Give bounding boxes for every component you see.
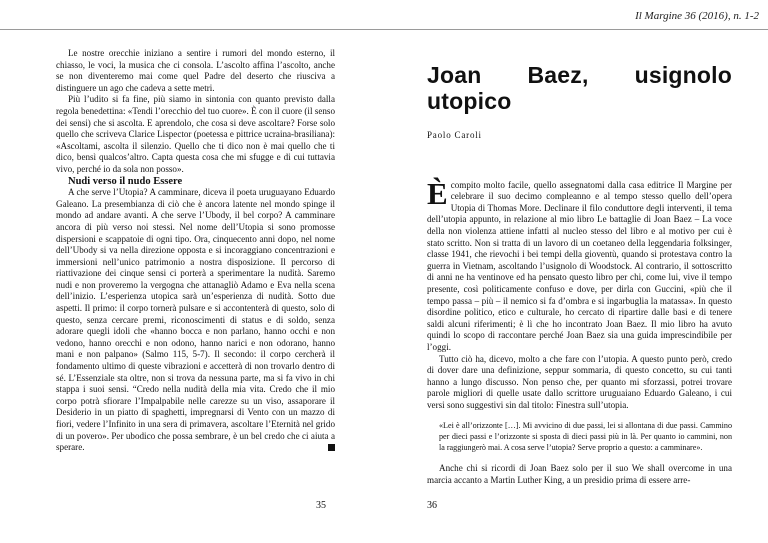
end-of-article-mark <box>328 444 335 451</box>
section-title: Nudi verso il nudo Essere <box>68 175 183 187</box>
author-name: Paolo Caroli <box>427 130 482 140</box>
right-paragraph-2: Tutto ciò ha, dicevo, molto a che fare con l’utopia. A questo punto però, credo di dover dare una definizione, seppur sommaria, di questo concetto, su cui tanti hanno a lungo discusso. Non penso che, per quanto mi sforzassi, potrei trovare parole migliori di quelle usate dallo scrittore uruguaiano Eduardo Galeano, i cui versi sono suggestivi sin dal titolo: Finestra sull’utopia. <box>427 353 732 410</box>
article-author <box>427 130 732 142</box>
paragraph-1-text: compito molto facile, quello assegnatomi dalla casa editrice Il Margine per celebrare il suo decimo compleanno e al tempo stesso quello dell’opera Utopia di Thomas More. Declinare il filo conduttore degli interventi, il tema dell’utopia appunto, in relazione al mio libro Le battaglie di Joan Baez – La voce della non violenza attiene infatti al nucleo stesso del libro e al motivo per cui è stato scritto. Non si tratta di un lavoro di un coetaneo della leggendaria folksinger, classe 1941, che rievochi i bei tempi della gioventù, quando si protestava contro la guerra in Vietnam, ascoltando l’usignolo di Woodstock. Al contrario, il sottoscritto di anni ne ha ventinove ed ha pensato questo libro per chi, come lui, vive il tempo presente, così politicamente confuso e dove, per dirla con Guccini, «più che il tempo passa – più – il nemico si fa d’ombra e si ingarbuglia la matassa». In questo disordine politico, etico e culturale, ho cercato di ripartire dalle basi e di tenere saldi alcuni riferimenti; è lì che ho incontrato Joan Baez. Il mio libro ha avuto quindi lo scopo di raccontare perché Joan Baez sia una guida imprescindibile per l’oggi. <box>427 179 732 352</box>
running-head: Il Margine 36 (2016), n. 1-2 <box>635 10 759 22</box>
left-paragraph-1: Le nostre orecchie iniziano a sentire i rumori del mondo esterno, il chiasso, le voci, la musica che ci consola. L’ascolto affina l’ascolto, anche se non diventeremo mai come quel Padre del deserto che riusciva a distinguere un ago che cadeva a sette metri. <box>56 48 335 93</box>
left-page <box>56 48 335 454</box>
left-section-paragraph <box>56 187 335 454</box>
article-title: Joan Baez, usignolo utopico <box>427 62 732 114</box>
right-paragraph-3: Anche chi si ricordi di Joan Baez solo per il suo We shall overcome in una marcia accanto a Martin Luther King, a un presidio prima di essere arre- <box>427 463 732 485</box>
right-page <box>427 48 732 486</box>
page-number-right: 36 <box>427 500 437 511</box>
right-paragraph-1 <box>427 175 732 354</box>
header-rule <box>0 29 768 30</box>
block-quote: «Lei è all’orizzonte […]. Mi avvicino di due passi, lei si allontana di due passi. Cammino per dieci passi e l’orizzonte si sposta di dieci passi più in là. Per quanto io cammini, non la raggiungerò mai. A cosa serve l’utopia? Serve proprio a questo: a camminare». <box>439 421 732 452</box>
section-paragraph-text: A che serve l’Utopia? A camminare, diceva il poeta uruguayano Eduardo Galeano. La presembianza di ciò che è ancora latente nel mondo spinge il mondo ad andare avanti. A che serve l’Ubody, il bel corpo? A camminare ancora di più verso noi stessi. Nel nome dell’Utopia si sono promosse dispersioni e scappatoie di ogni tipo. Ora, cinquecento anni dopo, nel nome dell’Ubody si va nella direzione opposta e si incoraggiano concentrazioni e immersioni nell’unico patrimonio a nostra disposizione. Il percorso di riattivazione dei cinque sensi ci porterà a sperimentare la nudità. Saremo nudi e non proveremo la vergogna che attanagliò Adamo e Eva nella scena dell’inizio. L’esperienza utopica sarà un’esperienza di nudità. Sotto due aspetti. Il primo: il corpo tornerà pulsare e si accontenterà di questo, solo di questo, senza cercare premi, riconoscimenti di status e di soldo, senza adorare quegli idoli che «hanno bocca e non parlano, hanno occhi e non vedono, hanno orecchi e non odono, hanno narici e non odorano, hanno mani e non palpano» (Salmo 115, 5-7). Il secondo: il corpo cercherà il fondamento ultimo di queste vibrazioni e accetterà di non trovarlo dentro di sé. L’Essenziale sta oltre, non si trova da nessuna parte, ma si fa vivo in chi stappa i suoi sensi. “Credo nella nudità della mia vita. Credo che il mio corpo potrà sfiorare l’Impalpabile nelle carezze su un viso, assaporare il Desiderio in un piatto di spaghetti, impregnarsi di Vento con un mazzo di fiori, vedere l’Infinito in una sera di primavera, ascoltare l’Eternità nel grido di un povero». Per ubodico che possa sembrare, è un bel credo che ci aiuta a sperare. <box>56 187 335 453</box>
drop-cap: È <box>427 175 448 211</box>
page-number-left: 35 <box>316 500 326 511</box>
left-paragraph-2: Più l’udito si fa fine, più siamo in sintonia con quanto previsto dalla regola benedettina: «Tendi l’orecchio del tuo cuore». È con il cuore (il senso dei sensi) che si ascolta. E aprendolo, che cosa si deve ascoltare? Forse solo quello che scriveva Clarice Lispector (poetessa e pittrice ucraina-brasiliana): «Ascoltami, ascolta il silenzio. Quello che ti dico non è mai quello che ti dico, bensì qualcos’altro. Capta questa cosa che mi sfugge e di cui tuttavia vivo, perché io da sola non posso». <box>56 94 335 174</box>
